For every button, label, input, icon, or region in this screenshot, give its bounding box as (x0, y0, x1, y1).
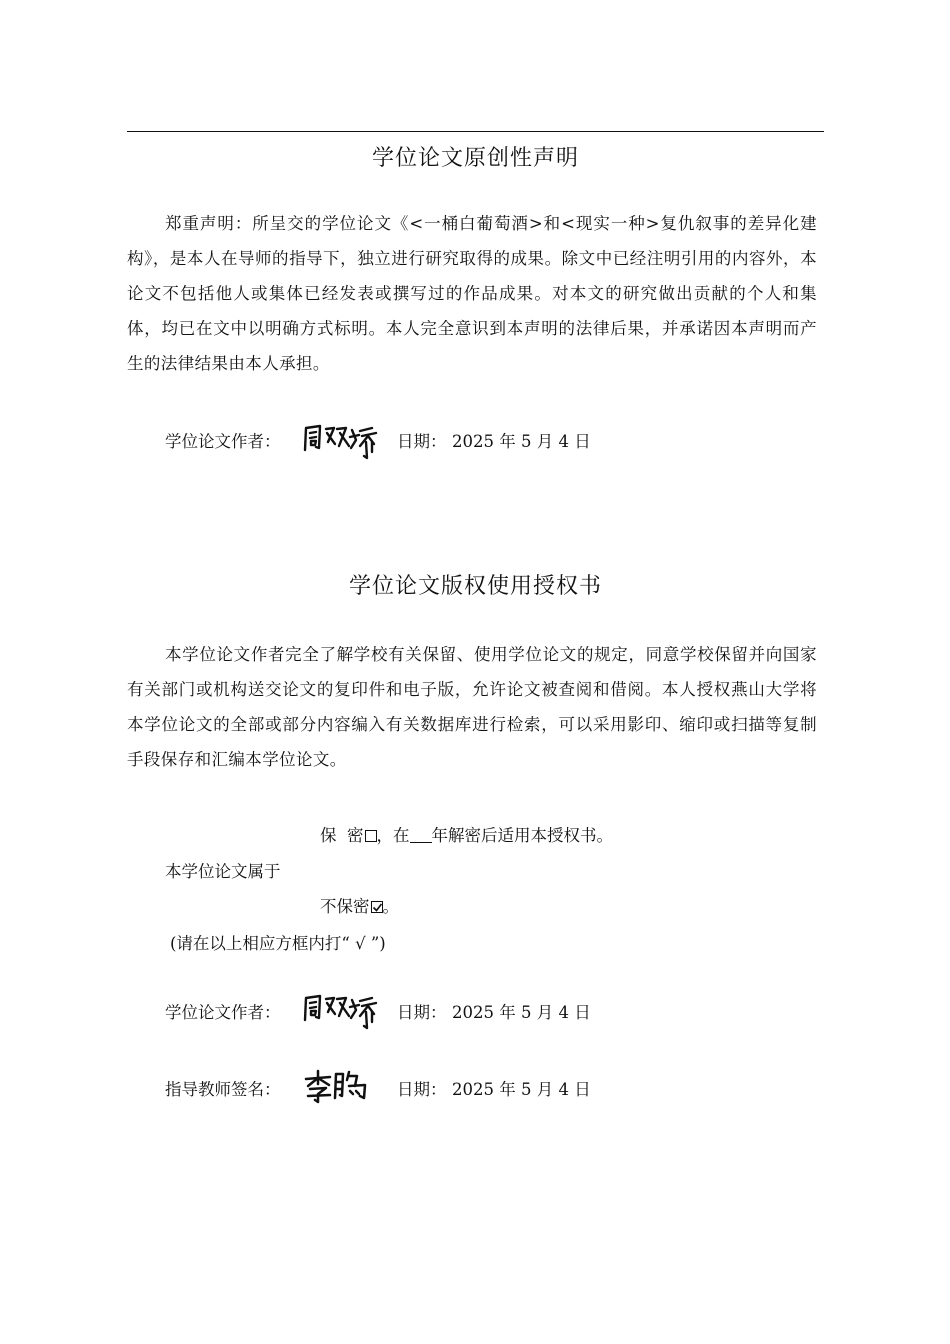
advisor-label: 指导教师签名： (165, 1080, 281, 1099)
advisor-signature-image (303, 1068, 371, 1106)
date-label: 日期： (397, 1003, 447, 1022)
header-rule (127, 131, 824, 132)
belongs-label: 本学位论文属于 (165, 862, 281, 881)
authorization-body: 本学位论文作者完全了解学校有关保留、使用学位论文的规定，同意学校保留并向国家有关部门或机构送交论文的复印件和电子版，允许论文被查阅和借阅。本人授权燕山大学将本学位论文的全部或部分内容编入有关数据库进行检索，可以采用影印、缩印或扫描等复制手段保存和汇编本学位论文。 (127, 645, 817, 769)
author-signature-image (302, 990, 382, 1032)
option-public-label: 不保密 (320, 897, 370, 916)
checkmark-icon (371, 901, 384, 914)
option-secret-suffix: 年解密后适用本授权书。 (431, 826, 613, 845)
public-checkbox[interactable] (371, 901, 383, 913)
checkbox-instruction: (请在以上相应方框内打“ √ ”) (170, 934, 386, 953)
date-value: 2025 年 5 月 4 日 (452, 1003, 591, 1022)
option-public (320, 893, 399, 917)
option-secret-prefix: 保 密 (320, 826, 364, 845)
author-label: 学位论文作者： (165, 432, 281, 451)
date-label: 日期： (397, 1080, 447, 1099)
secret-checkbox[interactable] (365, 830, 377, 842)
option-secret-mid: ，在 (376, 826, 410, 845)
author-label: 学位论文作者： (165, 1003, 281, 1022)
date-value: 2025 年 5 月 4 日 (452, 1080, 591, 1099)
option-public-suffix: 。 (382, 897, 399, 916)
author-signature-image (302, 420, 382, 462)
authorization-title: 学位论文版权使用授权书 (348, 574, 602, 599)
option-secret (320, 822, 613, 846)
date-value: 2025 年 5 月 4 日 (452, 432, 591, 451)
date-label: 日期： (397, 432, 447, 451)
decrypt-years-blank[interactable] (410, 828, 432, 843)
declaration-title: 学位论文原创性声明 (371, 146, 579, 171)
declaration-body: 郑重声明：所呈交的学位论文《<一桶白葡萄酒>和<现实一种>复仇叙事的差异化建构》，是本人在导师的指导下，独立进行研究取得的成果。除文中已经注明引用的内容外，本论文不包括他人或集体已经发表或撰写过的作品成果。对本文的研究做出贡献的个人和集体，均已在文中以明确方式标明。本人完全意识到本声明的法律后果，并承诺因本声明而产生的法律结果由本人承担。 (127, 214, 817, 373)
